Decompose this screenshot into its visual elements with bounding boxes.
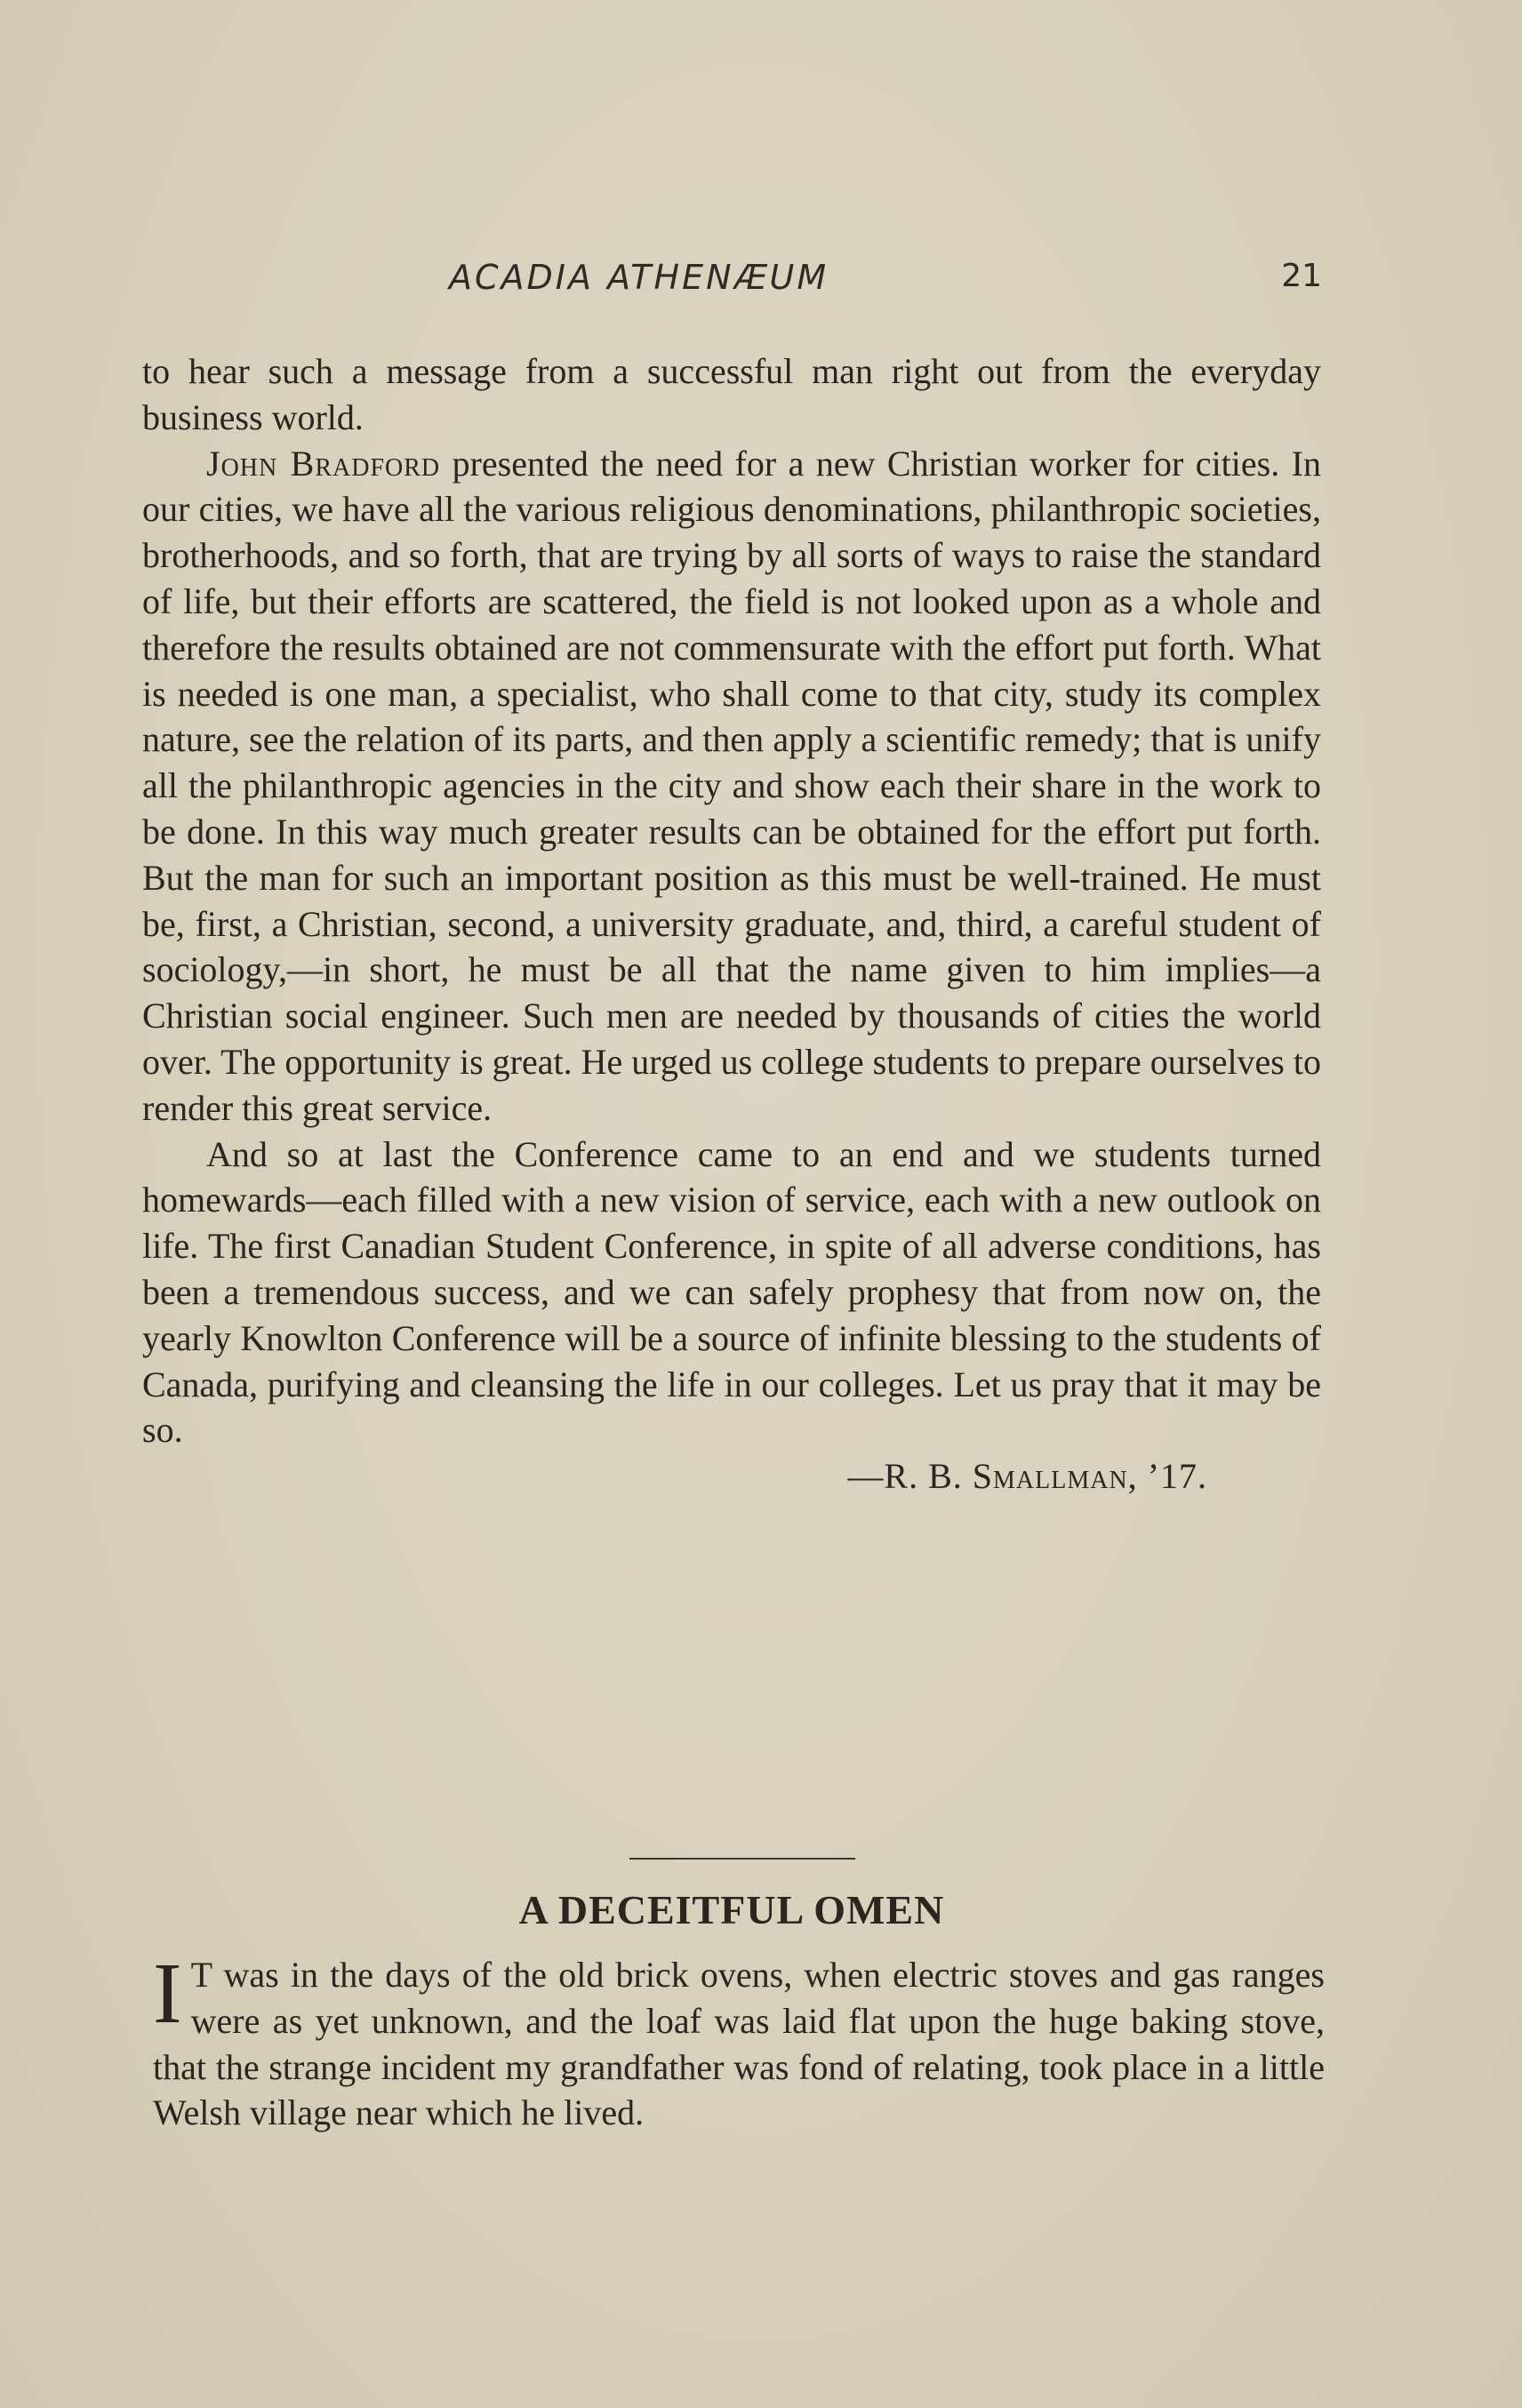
paragraph-2-text: presented the need for a new Christian worker for cities. In our cities, we have all the various religious denominations, philanthropic societies, brotherhoods, and so forth, that are trying by all sorts of ways to raise the standard of life, but their efforts are scattered, the field is not looked upon as a whole and therefore the results obtained are not commensurate with the effort put forth. What is needed is one man, a specialist, who shall come to that city, study its complex nature, see the relation of its parts, and then apply a scientific remedy; that is unify all the philanthropic agencies in the city and show each their share in the work to be done. In this way much greater results can be obtained for the effort put forth. But the man for such an important position as this must be well-trained. He must be, first, a Christian, second, a university graduate, and, third, a careful student of sociology,—in short, he must be all that the name given to him implies—a Christian social engineer. Such men are needed by thousands of cities the world over. The opportunity is great. He urged us college students to prepare ourselves to render this great service. xyxy=(142,443,1321,1128)
page-number: 21 xyxy=(1281,258,1322,294)
signature-suffix: , ’17. xyxy=(1127,1456,1207,1497)
paragraph-2 xyxy=(142,441,1321,1132)
article-paragraph xyxy=(153,1946,1325,2136)
drop-cap: I xyxy=(153,1946,182,2042)
signature-prefix: —R. B. xyxy=(847,1456,973,1497)
running-title: ACADIA ATHENÆUM xyxy=(449,258,829,297)
speaker-name: John Bradford xyxy=(206,443,441,484)
author-signature xyxy=(142,1453,1321,1500)
signature-name: Smallman xyxy=(972,1456,1128,1497)
paragraph-3: And so at last the Conference came to an end and we students turned homewards—each filled with a new vision of service, each with a new outlook on life. The first Canadian Student Conference, in spite of all adverse conditions, has been a tremendous success, and we can safely prophesy that from now on, the yearly Knowlton Conference will be a source of infinite blessing to the students of Canada, purifying and cleansing the life in our colleges. Let us pray that it may be so. xyxy=(142,1133,1321,1451)
new-article xyxy=(153,1946,1325,2136)
continued-article xyxy=(142,348,1321,1500)
article-title: A DECEITFUL OMEN xyxy=(518,1887,945,1932)
article-paragraph-text: T was in the days of the old brick ovens, when electric stoves and gas ranges were as yet unknown, and the loaf was laid flat upon the huge baking stove, that the strange incident my grandfather was fond of relating, took place in a little Welsh village near which he lived. xyxy=(153,1955,1325,2133)
paragraph-1: to hear such a message from a successful man right out from the everyday business world. xyxy=(142,351,1321,437)
running-header xyxy=(147,258,1322,302)
section-divider xyxy=(629,1858,855,1860)
